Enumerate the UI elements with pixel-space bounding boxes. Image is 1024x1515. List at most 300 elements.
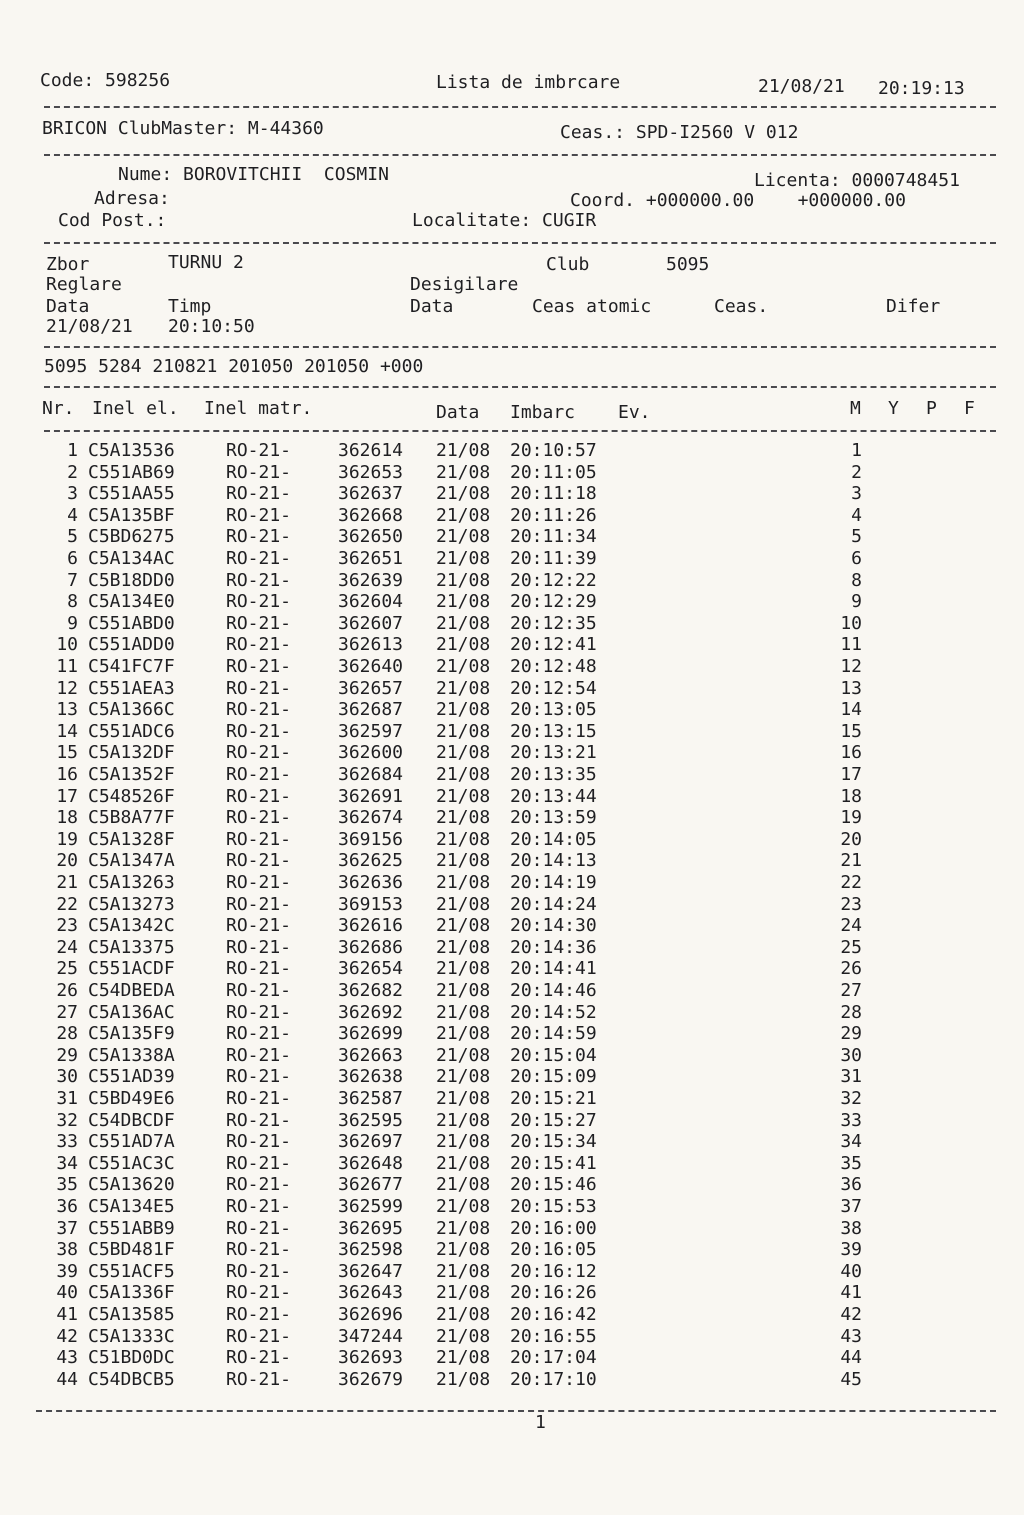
position-m: 27 [840, 980, 862, 1001]
ring-prefix: RO-21- [226, 1001, 292, 1023]
arrival-date: 21/08 [436, 958, 491, 980]
ring-prefix: RO-21- [226, 1304, 292, 1325]
table-row [0, 440, 1024, 462]
ring-number: 362616 [338, 915, 404, 937]
ring-prefix: RO-21- [226, 612, 292, 634]
ring-electronic: C54DBCDF [88, 1109, 175, 1131]
ring-prefix: RO-21- [226, 699, 292, 721]
table-row [0, 829, 1024, 851]
table-row [0, 1326, 1024, 1348]
ring-electronic: C5A13585 [88, 1304, 175, 1325]
arrival-time: 20:17:10 [510, 1368, 597, 1390]
arrival-time: 20:12:29 [510, 591, 597, 613]
ring-prefix: RO-21- [226, 764, 292, 785]
arrival-time: 20:14:36 [510, 936, 597, 958]
arrival-time: 20:13:35 [510, 764, 597, 785]
ring-number: 369156 [338, 828, 404, 850]
table-row [0, 1023, 1024, 1045]
ring-electronic: C5A13263 [88, 872, 175, 893]
ring-number: 362697 [338, 1131, 404, 1153]
arrival-date: 21/08 [436, 634, 491, 656]
row-number: 41 [56, 1304, 78, 1325]
report-title: Lista de imbrcare [436, 72, 621, 93]
row-number: 7 [67, 569, 78, 591]
divider [44, 386, 996, 388]
arrival-date: 21/08 [436, 612, 491, 634]
ring-prefix: RO-21- [226, 807, 292, 829]
ring-number: 362613 [338, 634, 404, 656]
ring-number: 362699 [338, 1023, 404, 1045]
arrival-time: 20:12:48 [510, 656, 597, 677]
table-row [0, 699, 1024, 721]
arrival-date: 21/08 [436, 980, 491, 1001]
ring-prefix: RO-21- [226, 569, 292, 591]
row-number: 33 [56, 1131, 78, 1153]
ring-number: 347244 [338, 1325, 404, 1347]
row-number: 5 [67, 526, 78, 548]
position-m: 41 [840, 1282, 862, 1304]
arrival-date: 21/08 [436, 1044, 491, 1066]
col-f: F [964, 398, 975, 419]
ring-prefix: RO-21- [226, 915, 292, 937]
row-number: 30 [56, 1066, 78, 1088]
table-row [0, 1088, 1024, 1110]
row-number: 10 [56, 634, 78, 656]
position-m: 45 [840, 1368, 862, 1390]
arrival-time: 20:14:24 [510, 893, 597, 915]
col-inel-matr: Inel matr. [204, 398, 313, 419]
arrival-date: 21/08 [436, 1066, 491, 1088]
owner-coord: Coord. +000000.00 +000000.00 [570, 190, 906, 211]
position-m: 6 [851, 548, 862, 569]
ring-number: 362679 [338, 1368, 404, 1390]
row-number: 34 [56, 1152, 78, 1174]
ring-electronic: C5BD49E6 [88, 1088, 175, 1109]
ring-electronic: C54DBCB5 [88, 1368, 175, 1390]
table-row [0, 1304, 1024, 1326]
ring-electronic: C551ACDF [88, 958, 175, 980]
row-number: 32 [56, 1109, 78, 1131]
row-number: 23 [56, 915, 78, 937]
arrival-date: 21/08 [436, 936, 491, 958]
arrival-time: 20:14:05 [510, 828, 597, 850]
table-row [0, 462, 1024, 484]
ring-prefix: RO-21- [226, 1282, 292, 1304]
table-row [0, 1045, 1024, 1067]
row-number: 14 [56, 720, 78, 742]
table-row [0, 1066, 1024, 1088]
ring-electronic: C551ADD0 [88, 634, 175, 656]
ring-electronic: C541FC7F [88, 656, 175, 677]
ring-electronic: C5A132DF [88, 742, 175, 764]
position-m: 18 [840, 785, 862, 807]
arrival-date: 21/08 [436, 1131, 491, 1153]
ring-number: 362657 [338, 677, 404, 699]
position-m: 2 [851, 461, 862, 483]
arrival-date: 21/08 [436, 828, 491, 850]
table-row [0, 915, 1024, 937]
position-m: 11 [840, 634, 862, 656]
divider [44, 106, 996, 108]
ring-prefix: RO-21- [226, 1196, 292, 1217]
ring-number: 362625 [338, 850, 404, 872]
arrival-time: 20:12:35 [510, 612, 597, 634]
ring-electronic: C5A13273 [88, 893, 175, 915]
row-number: 4 [67, 504, 78, 526]
arrival-time: 20:14:41 [510, 958, 597, 980]
position-m: 16 [840, 742, 862, 764]
arrival-date: 21/08 [436, 785, 491, 807]
ring-prefix: RO-21- [226, 742, 292, 764]
reglare-date: 21/08/21 [46, 316, 133, 337]
ring-number: 362639 [338, 569, 404, 591]
table-row [0, 980, 1024, 1002]
table-row [0, 634, 1024, 656]
code-line: 5095 5284 210821 201050 201050 +000 [44, 356, 424, 377]
divider [44, 242, 996, 244]
row-number: 31 [56, 1088, 78, 1109]
row-number: 40 [56, 1282, 78, 1304]
ring-prefix: RO-21- [226, 850, 292, 872]
ring-electronic: C51BD0DC [88, 1347, 175, 1369]
position-m: 19 [840, 807, 862, 829]
clubmaster-id: BRICON ClubMaster: M-44360 [42, 118, 324, 139]
ring-number: 362599 [338, 1196, 404, 1217]
ring-electronic: C5A1366C [88, 699, 175, 721]
arrival-time: 20:14:13 [510, 850, 597, 872]
arrival-date: 21/08 [436, 720, 491, 742]
arrival-date: 21/08 [436, 742, 491, 764]
row-number: 36 [56, 1196, 78, 1217]
row-number: 8 [67, 591, 78, 613]
club-label: Club [546, 254, 590, 275]
arrival-date: 21/08 [436, 569, 491, 591]
table-row [0, 1218, 1024, 1240]
position-m: 44 [840, 1347, 862, 1369]
position-m: 28 [840, 1001, 862, 1023]
position-m: 37 [840, 1196, 862, 1217]
table-row [0, 1131, 1024, 1153]
arrival-time: 20:11:26 [510, 504, 597, 526]
ring-electronic: C551ADC6 [88, 720, 175, 742]
row-number: 12 [56, 677, 78, 699]
arrival-date: 21/08 [436, 807, 491, 829]
arrival-date: 21/08 [436, 1304, 491, 1325]
arrival-time: 20:17:04 [510, 1347, 597, 1369]
divider [44, 346, 996, 348]
position-m: 21 [840, 850, 862, 872]
row-number: 1 [67, 440, 78, 461]
ring-prefix: RO-21- [226, 656, 292, 677]
ring-number: 362650 [338, 526, 404, 548]
reglare-time: 20:10:50 [168, 316, 255, 337]
arrival-date: 21/08 [436, 1001, 491, 1023]
position-m: 8 [851, 569, 862, 591]
row-number: 24 [56, 936, 78, 958]
position-m: 1 [851, 440, 862, 461]
arrival-date: 21/08 [436, 1109, 491, 1131]
report-code: Code: 598256 [40, 70, 171, 91]
ring-electronic: C5BD6275 [88, 526, 175, 548]
ring-number: 362643 [338, 1282, 404, 1304]
position-m: 39 [840, 1239, 862, 1261]
ring-electronic: C5A1338A [88, 1044, 175, 1066]
position-m: 32 [840, 1088, 862, 1109]
position-m: 29 [840, 1023, 862, 1045]
ring-electronic: C551AD39 [88, 1066, 175, 1088]
ring-electronic: C5A13536 [88, 440, 175, 461]
ring-prefix: RO-21- [226, 591, 292, 613]
position-m: 22 [840, 872, 862, 893]
owner-postal: Cod Post.: [58, 210, 167, 231]
ring-electronic: C5A136AC [88, 1001, 175, 1023]
arrival-date: 21/08 [436, 461, 491, 483]
row-number: 44 [56, 1368, 78, 1390]
table-row [0, 678, 1024, 700]
row-number: 27 [56, 1001, 78, 1023]
col-imbarc: Imbarc [510, 402, 576, 423]
ring-number: 362653 [338, 461, 404, 483]
row-number: 28 [56, 1023, 78, 1045]
row-number: 11 [56, 656, 78, 677]
table-row [0, 1239, 1024, 1261]
arrival-date: 21/08 [436, 764, 491, 785]
row-number: 3 [67, 483, 78, 505]
ring-prefix: RO-21- [226, 785, 292, 807]
position-m: 30 [840, 1044, 862, 1066]
table-row [0, 570, 1024, 592]
reglare-label: Reglare [46, 274, 122, 295]
arrival-date: 21/08 [436, 1088, 491, 1109]
ring-electronic: C5A13375 [88, 936, 175, 958]
ring-prefix: RO-21- [226, 720, 292, 742]
ring-number: 362597 [338, 720, 404, 742]
ring-number: 362682 [338, 980, 404, 1001]
arrival-time: 20:16:42 [510, 1304, 597, 1325]
arrival-time: 20:16:12 [510, 1260, 597, 1282]
ring-electronic: C5A1333C [88, 1325, 175, 1347]
table-row [0, 1002, 1024, 1024]
position-m: 24 [840, 915, 862, 937]
position-m: 13 [840, 677, 862, 699]
col-y: Y [888, 398, 899, 419]
ring-prefix: RO-21- [226, 1152, 292, 1174]
table-row [0, 1282, 1024, 1304]
arrival-time: 20:14:52 [510, 1001, 597, 1023]
arrival-date: 21/08 [436, 699, 491, 721]
row-number: 37 [56, 1217, 78, 1239]
ring-number: 369153 [338, 893, 404, 915]
position-m: 12 [840, 656, 862, 677]
position-m: 43 [840, 1325, 862, 1347]
ring-prefix: RO-21- [226, 440, 292, 461]
ring-prefix: RO-21- [226, 1260, 292, 1282]
table-row [0, 526, 1024, 548]
row-number: 15 [56, 742, 78, 764]
arrival-time: 20:14:30 [510, 915, 597, 937]
ring-electronic: C5BD481F [88, 1239, 175, 1261]
arrival-time: 20:15:27 [510, 1109, 597, 1131]
difer-label: Difer [886, 296, 941, 317]
ring-number: 362604 [338, 591, 404, 613]
arrival-time: 20:12:54 [510, 677, 597, 699]
position-m: 36 [840, 1174, 862, 1196]
row-number: 26 [56, 980, 78, 1001]
position-m: 34 [840, 1131, 862, 1153]
table-row [0, 1153, 1024, 1175]
timp-label: Timp [168, 296, 212, 317]
zbor-value: TURNU 2 [168, 252, 244, 273]
ring-electronic: C551AA55 [88, 483, 175, 505]
arrival-date: 21/08 [436, 483, 491, 505]
ring-number: 362663 [338, 1044, 404, 1066]
ceas-atomic-label: Ceas atomic [532, 296, 652, 317]
ring-number: 362684 [338, 764, 404, 785]
arrival-time: 20:11:05 [510, 461, 597, 483]
arrival-time: 20:15:34 [510, 1131, 597, 1153]
position-m: 25 [840, 936, 862, 958]
table-row [0, 807, 1024, 829]
ring-prefix: RO-21- [226, 483, 292, 505]
row-number: 2 [67, 461, 78, 483]
ring-electronic: C5A134E0 [88, 591, 175, 613]
owner-locality: Localitate: CUGIR [412, 210, 597, 231]
arrival-time: 20:11:39 [510, 548, 597, 569]
arrival-date: 21/08 [436, 1174, 491, 1196]
ring-electronic: C551AC3C [88, 1152, 175, 1174]
ring-prefix: RO-21- [226, 872, 292, 893]
row-number: 21 [56, 872, 78, 893]
col-nr: Nr. [42, 398, 75, 419]
ring-electronic: C5A135BF [88, 504, 175, 526]
table-row [0, 1110, 1024, 1132]
ring-number: 362648 [338, 1152, 404, 1174]
ring-prefix: RO-21- [226, 1368, 292, 1390]
ring-prefix: RO-21- [226, 1088, 292, 1109]
row-number: 6 [67, 548, 78, 569]
ring-electronic: C5A1336F [88, 1282, 175, 1304]
ring-electronic: C5A1328F [88, 828, 175, 850]
ring-number: 362695 [338, 1217, 404, 1239]
ring-number: 362640 [338, 656, 404, 677]
position-m: 10 [840, 612, 862, 634]
arrival-date: 21/08 [436, 1347, 491, 1369]
ring-prefix: RO-21- [226, 936, 292, 958]
desigilare-label: Desigilare [410, 274, 519, 295]
divider [44, 430, 996, 432]
arrival-time: 20:15:46 [510, 1174, 597, 1196]
row-number: 43 [56, 1347, 78, 1369]
data-label: Data [46, 296, 90, 317]
position-m: 15 [840, 720, 862, 742]
arrival-date: 21/08 [436, 872, 491, 893]
divider [36, 1410, 996, 1412]
ring-number: 362595 [338, 1109, 404, 1131]
row-number: 22 [56, 893, 78, 915]
report-time: 20:19:13 [878, 78, 965, 99]
row-number: 35 [56, 1174, 78, 1196]
ring-number: 362691 [338, 785, 404, 807]
table-row [0, 505, 1024, 527]
table-row [0, 958, 1024, 980]
table-row [0, 872, 1024, 894]
col-data: Data [436, 402, 480, 423]
ceas-label: Ceas. [714, 296, 769, 317]
table-row [0, 786, 1024, 808]
ring-electronic: C5A134E5 [88, 1196, 175, 1217]
ring-prefix: RO-21- [226, 526, 292, 548]
report-date: 21/08/21 [758, 76, 845, 97]
arrival-time: 20:14:59 [510, 1023, 597, 1045]
position-m: 40 [840, 1260, 862, 1282]
ring-prefix: RO-21- [226, 828, 292, 850]
arrival-date: 21/08 [436, 526, 491, 548]
ring-electronic: C5A1342C [88, 915, 175, 937]
ring-number: 362637 [338, 483, 404, 505]
row-number: 42 [56, 1325, 78, 1347]
table-row [0, 1347, 1024, 1369]
club-value: 5095 [666, 254, 710, 275]
arrival-date: 21/08 [436, 893, 491, 915]
clock-id: Ceas.: SPD-I2560 V 012 [560, 122, 799, 143]
position-m: 4 [851, 504, 862, 526]
arrival-date: 21/08 [436, 1023, 491, 1045]
table-row [0, 548, 1024, 570]
arrival-time: 20:14:46 [510, 980, 597, 1001]
ring-number: 362654 [338, 958, 404, 980]
arrival-time: 20:13:59 [510, 807, 597, 829]
table-row [0, 1369, 1024, 1391]
col-ev: Ev. [618, 402, 651, 423]
ring-number: 362647 [338, 1260, 404, 1282]
ring-number: 362674 [338, 807, 404, 829]
table-row [0, 613, 1024, 635]
row-number: 39 [56, 1260, 78, 1282]
table-row [0, 894, 1024, 916]
arrival-time: 20:13:05 [510, 699, 597, 721]
position-m: 14 [840, 699, 862, 721]
position-m: 38 [840, 1217, 862, 1239]
arrival-time: 20:15:09 [510, 1066, 597, 1088]
arrival-date: 21/08 [436, 1325, 491, 1347]
ring-prefix: RO-21- [226, 1109, 292, 1131]
row-number: 20 [56, 850, 78, 872]
ring-prefix: RO-21- [226, 958, 292, 980]
position-m: 33 [840, 1109, 862, 1131]
arrival-date: 21/08 [436, 1260, 491, 1282]
owner-license: Licenta: 0000748451 [754, 170, 960, 191]
arrival-date: 21/08 [436, 1368, 491, 1390]
position-m: 5 [851, 526, 862, 548]
ring-prefix: RO-21- [226, 980, 292, 1001]
ring-prefix: RO-21- [226, 1217, 292, 1239]
ring-prefix: RO-21- [226, 1347, 292, 1369]
ring-number: 362638 [338, 1066, 404, 1088]
ring-prefix: RO-21- [226, 1131, 292, 1153]
position-m: 9 [851, 591, 862, 613]
ring-prefix: RO-21- [226, 1023, 292, 1045]
arrival-time: 20:14:19 [510, 872, 597, 893]
table-row [0, 721, 1024, 743]
arrival-time: 20:16:55 [510, 1325, 597, 1347]
arrival-date: 21/08 [436, 656, 491, 677]
arrival-time: 20:15:21 [510, 1088, 597, 1109]
row-number: 18 [56, 807, 78, 829]
ring-number: 362686 [338, 936, 404, 958]
table-row [0, 850, 1024, 872]
ring-electronic: C5A1347A [88, 850, 175, 872]
ring-number: 362614 [338, 440, 404, 461]
